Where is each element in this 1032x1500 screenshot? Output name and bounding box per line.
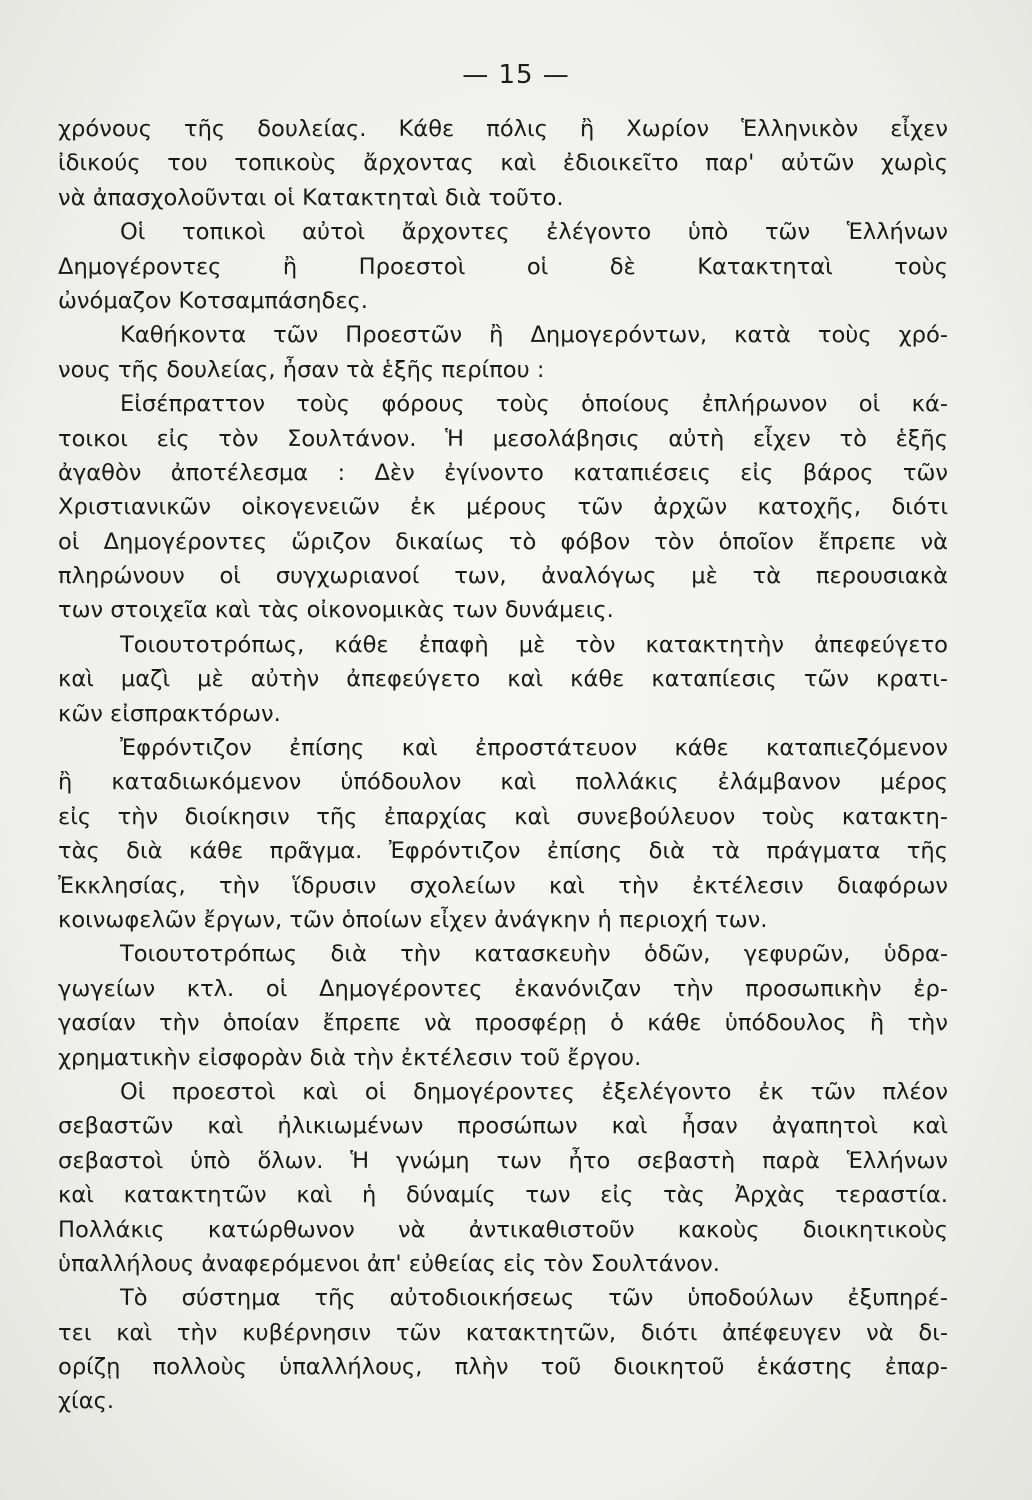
text-line: Οἱ προεστοὶ καὶ οἱ δημογέροντες ἐξελέγοντο ἐκ τῶν πλέον	[120, 1078, 948, 1105]
text-line: Δημογέροντες ἢ Προεστοὶ οἱ δὲ Κατακτηταὶ τοὺς	[58, 253, 948, 280]
text-line: κοινωφελῶν ἔργων, τῶν ὁποίων εἶχεν ἀνάγκην ἡ περιοχή των.	[58, 906, 768, 933]
text-line: χρόνους τῆς δουλείας. Κάθε πόλις ἢ Χωρίον Ἑλληνικὸν εἶχεν	[58, 116, 948, 142]
text-line: οἱ Δημογέροντες ὥριζον δικαίως τὸ φόβον τὸν ὁποῖον ἔπρεπε νὰ	[58, 528, 948, 555]
text-line: γωγείων κτλ. οἱ Δημογέροντες ἐκανόνιζαν τὴν προσωπικὴν ἐρ-	[58, 975, 948, 1002]
text-line: Εἰσέπραττον τοὺς φόρους τοὺς ὁποίους ἐπλήρωνον οἱ κά-	[120, 391, 948, 418]
text-line: ορίζῃ πολλοὺς ὑπαλλήλους, πλὴν τοῦ διοικητοῦ ἑκάστης ἐπαρ-	[58, 1354, 948, 1381]
text-line: Ἐφρόντιζον ἐπίσης καὶ ἐπροστάτευον κάθε καταπιεζόμενον	[120, 735, 948, 762]
text-line: σεβαστοὶ ὑπὸ ὅλων. Ἡ γνώμη των ἦτο σεβαστὴ παρὰ Ἑλλήνων	[58, 1147, 948, 1174]
text-line: Τοιουτοτρόπως διὰ τὴν κατασκευὴν ὁδῶν, γεφυρῶν, ὑδρα-	[120, 941, 948, 968]
text-line: Οἱ τοπικοὶ αὐτοὶ ἄρχοντες ἐλέγοντο ὑπὸ τῶν Ἑλλήνων	[120, 219, 948, 246]
text-line: σεβαστῶν καὶ ἠλικιωμένων προσώπων καὶ ἦσαν ἀγαπητοὶ καὶ	[58, 1113, 948, 1140]
text-line: πληρώνουν οἱ συγχωριανοί των, ἀναλόγως μὲ τὰ περουσιακὰ	[58, 563, 948, 590]
text-line: των στοιχεῖα καὶ τὰς οἰκονομικὰς των δυνάμεις.	[58, 597, 614, 624]
text-line: τει καὶ τὴν κυβέρνησιν τῶν κατακτητῶν, διότι ἀπέφευγεν νὰ δι-	[58, 1319, 948, 1346]
text-line: ὑπαλλήλους ἀναφερόμενοι ἀπ' εὐθείας εἰς τὸν Σουλτάνον.	[58, 1250, 720, 1277]
text-line: Πολλάκις κατώρθωνον νὰ ἀντικαθιστοῦν κακοὺς διοικητικοὺς	[58, 1216, 948, 1243]
page-number: — 15 —	[462, 60, 570, 90]
text-line: γασίαν τὴν ὁποίαν ἔπρεπε νὰ προσφέρῃ ὁ κάθε ὑπόδουλος ἢ τὴν	[58, 1010, 948, 1037]
text-line: Τὸ σύστημα τῆς αὐτοδιοικήσεως τῶν ὑποδούλων ἐξυπηρέ-	[120, 1285, 948, 1312]
text-line: εἰς τὴν διοίκησιν τῆς ἐπαρχίας καὶ συνεβούλευον τοὺς κατακτη-	[58, 803, 948, 830]
text-line: ἰδικούς του τοπικοὺς ἄρχοντας καὶ ἐδιοικεῖτο παρ' αὐτῶν χωρὶς	[58, 150, 948, 177]
body-text	[58, 112, 948, 1419]
text-line: τὰς διὰ κάθε πρᾶγμα. Ἐφρόντιζον ἐπίσης διὰ τὰ πράγματα τῆς	[58, 838, 948, 865]
text-line: χίας.	[58, 1388, 115, 1415]
text-line: τοικοι εἰς τὸν Σουλτάνον. Ἡ μεσολάβησις αὐτὴ εἶχεν τὸ ἑξῆς	[58, 425, 948, 452]
text-line: καὶ κατακτητῶν καὶ ἡ δύναμίς των εἰς τὰς Ἀρχὰς τεραστία.	[58, 1182, 948, 1209]
text-line: χρηματικὴν εἰσφορὰν διὰ τὴν ἐκτέλεσιν τοῦ ἔργου.	[58, 1044, 642, 1071]
text-line: Χριστιανικῶν οἰκογενειῶν ἐκ μέρους τῶν ἀρχῶν κατοχῆς, διότι	[58, 494, 948, 521]
text-line: ἀγαθὸν ἀποτέλεσμα : Δὲν ἐγίνοντο καταπιέσεις εἰς βάρος τῶν	[58, 459, 948, 486]
text-line: ἢ καταδιωκόμενον ὑπόδουλον καὶ πολλάκις ἐλάμβανον μέρος	[58, 769, 948, 796]
text-line: κῶν εἰσπρακτόρων.	[58, 700, 281, 727]
text-line: νους τῆς δουλείας, ἦσαν τὰ ἑξῆς περίπου :	[58, 356, 545, 383]
text-line: ὠνόμαζον Κοτσαμπάσηδες.	[58, 287, 368, 314]
text-line: καὶ μαζὶ μὲ αὐτὴν ἀπεφεύγετο καὶ κάθε καταπίεσις τῶν κρατι-	[58, 666, 948, 693]
text-line: νὰ ἀπασχολοῦνται οἱ Κατακτηταὶ διὰ τοῦτο.	[58, 184, 564, 211]
text-line: Καθήκοντα τῶν Προεστῶν ἢ Δημογερόντων, κατὰ τοὺς χρό-	[120, 322, 948, 349]
text-line: Ἐκκλησίας, τὴν ἵδρυσιν σχολείων καὶ τὴν ἐκτέλεσιν διαφόρων	[58, 872, 948, 899]
text-line: Τοιουτοτρόπως, κάθε ἐπαφὴ μὲ τὸν κατακτητὴν ἀπεφεύγετο	[120, 631, 948, 658]
